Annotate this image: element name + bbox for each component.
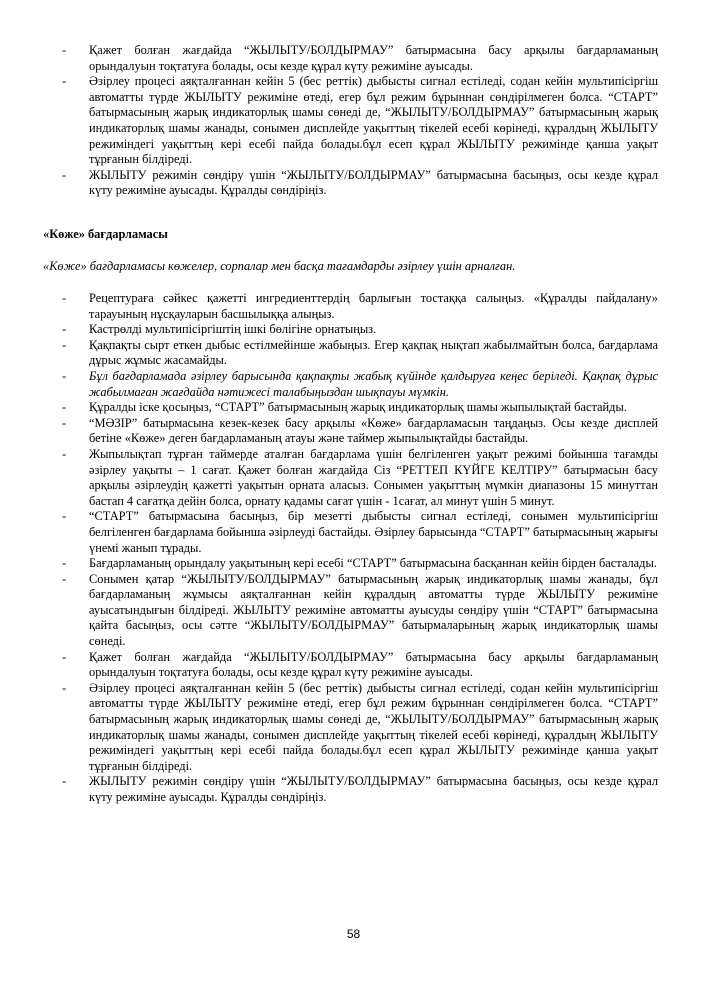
list-item [62,509,658,556]
bullet-dash: - [62,415,67,430]
list-item-text: Қақпақты сырт еткен дыбыс естілмейінше жабыңыз. Егер қақпақ нықтап жабылмайтын болса, бағдарлама дұрыс жұмыс жасамайды. [89,337,658,368]
bullet-dash: - [62,774,67,789]
top-list [62,43,658,199]
section-intro: «Көже» бағдарламасы көжелер, сорпалар мен басқа тағамдарды әзірлеу үшін арналған. [43,259,516,273]
bullet-dash: - [62,43,67,57]
bullet-dash: - [62,556,67,571]
list-item [62,338,658,369]
list-item [62,74,658,168]
list-item-text: Қажет болған жағдайда “ЖЫЛЫТУ/БОЛДЫРМАУ” батырмасына басу арқылы бағдарламаның орындалуын тоқтатуға болады, осы кезде құрал күту режиміне ауысады. [89,43,658,73]
bullet-dash: - [62,74,67,89]
list-item-text: Сонымен қатар “ЖЫЛЫТУ/БОЛДЫРМАУ” батырмасының жарық индикаторлық шамы жанады, бұл бағдарламаның жұмысы аяқталғаннан кейін құралдың автоматты түрде ЖЫЛЫТУ режиміне ауысатындығын білдіреді. ЖЫЛЫТУ режиміне автоматты ауысуды сөндіру үшін “СТАРТ” батырмасына қайта басыңыз, осы сәтте “ЖЫЛЫТУ/БОЛДЫРМАУ” батырмаларының жарық индикаторлық шамы сөнеді. [89,571,658,649]
bullet-dash: - [62,680,67,695]
list-item [62,43,658,74]
list-item-text: ЖЫЛЫТУ режимін сөндіру үшін “ЖЫЛЫТУ/БОЛДЫРМАУ” батырмасына басыңыз, осы кезде құрал күту режиміне ауысады. Құралды сөндіріңіз. [89,167,658,198]
list-item-text: Құралды іске қосыңыз, “СТАРТ” батырмасының жарық индикаторлық шамы жыпылықтай бастайды. [89,400,627,415]
list-item [62,572,658,650]
bullet-dash: - [62,167,67,182]
list-item-text: Қажет болған жағдайда “ЖЫЛЫТУ/БОЛДЫРМАУ” батырмасына басу арқылы бағдарламаның орындалуын тоқтатуға болады, осы кезде құрал күту режиміне ауысады. [89,649,658,680]
list-item [62,400,658,416]
list-item-text: Жыпылықтап тұрған таймерде аталған бағдарлама үшін белгіленген уақыт режимі бойынша тағамды әзірлеу уақыты – 1 сағат. Қажет болған жағдайда Сіз “РЕТТЕП КҮЙГЕ КЕЛТІРУ” батырмасын басу арқылы әзірлеудің қажетті уақытын орната аласыз. Сонымен уақыттың мүмкін диапазоны 15 минуттан бастап 4 сағатқа дейін болса, орнату қадамы сағат үшін - 1сағат, ал минут үшін 5 минут. [89,446,658,508]
list-item [62,774,658,805]
page-number: 58 [346,927,361,941]
bullet-dash: - [62,446,67,461]
bullet-dash: - [62,368,67,383]
list-item-text: Бұл бағдарламада әзірлеу барысында қақпақты жабық күйінде қалдыруға кеңес беріледі. Қақпақ дұрыс жабылмаған жағдайда нәтижесі талабыңыздан шықпауы мүмкін. [89,368,658,399]
list-item [62,291,658,322]
list-item-note [62,369,658,400]
list-item [62,556,658,572]
bullet-dash: - [62,291,67,305]
list-item-text: Әзірлеу процесі аяқталғаннан кейін 5 (бес реттік) дыбысты сигнал естіледі, содан кейін мультипісіргіш автоматты түрде ЖЫЛЫТУ режиміне өтеді, егер бұл режим бұрыннан сөндірілмеген болса. “СТАРТ” батырмасының жарық индикаторлық шамы сөнеді де, “ЖЫЛЫТУ/БОЛДЫРМАУ” батырмасының жарық индикаторлық шамы жанады, сонымен дисплейде уақыттың тікелей есебі көрінеді, құралдың ЖЫЛЫТУ режиміндегі уақыттың кері есебі пайда болады.бұл есеп құрал ЖЫЛЫТУ режимінде қанша уақыт тұрғанын білдіреді. [89,680,658,773]
list-item-text: Бағдарламаның орындалу уақытының кері есебі “СТАРТ” батырмасына басқаннан кейін бірден басталады. [89,556,657,571]
list-item [62,447,658,509]
list-item-text: “МӘЗІР” батырмасына кезек-кезек басу арқылы «Көже» бағдарламасын таңдаңыз. Осы кезде дисплей бетіне «Көже» деген бағдарламаның атауы және таймер жыпылықтайды бастайды. [89,415,658,446]
section-heading: «Көже» бағдарламасы [43,227,168,241]
bullet-dash: - [62,509,67,524]
bullet-dash: - [62,571,67,586]
section-list [62,291,658,806]
list-item-text: Кастрөлді мультипісіргіштің ішкі бөлігіне орнатыңыз. [89,322,377,337]
bullet-dash: - [62,649,67,664]
list-item [62,168,658,199]
list-item-text: Рецептураға сәйкес қажетті ингредиенттердің барлығын тостаққа салыңыз. «Құралды пайдалану» тарауының нұсқауларын басшылыққа алыңыз. [89,291,658,321]
list-item [62,416,658,447]
list-item [62,650,658,681]
bullet-dash: - [62,337,67,352]
list-item [62,322,658,338]
bullet-dash: - [62,322,67,337]
list-item-text: “СТАРТ” батырмасына басыңыз, бір мезетті дыбысты сигнал естіледі, сонымен мультипісіргіш белгіленген бағдарлама бойынша әзірлеуді бастайды. Әзірлеу барысында “СТАРТ” батырмасының жарығы үнемі жанып тұрады. [89,509,658,555]
list-item-text: ЖЫЛЫТУ режимін сөндіру үшін “ЖЫЛЫТУ/БОЛДЫРМАУ” батырмасына басыңыз, осы кезде құрал күту режиміне ауысады. Құралды сөндіріңіз. [89,774,658,804]
list-item [62,681,658,775]
list-item-text: Әзірлеу процесі аяқталғаннан кейін 5 (бес реттік) дыбысты сигнал естіледі, содан кейін мультипісіргіш автоматты түрде ЖЫЛЫТУ режиміне өтеді, егер бұл режим бұрыннан сөндірілмеген болса. “СТАРТ” батырмасының жарық индикаторлық шамы сөнеді де, “ЖЫЛЫТУ/БОЛДЫРМАУ” батырмасының жарық индикаторлық шамы жанады, сонымен дисплейде уақыттың тікелей есебі көрінеді, құралдың ЖЫЛЫТУ режиміндегі уақыттың кері есебі пайда болады.бұл есеп құрал ЖЫЛЫТУ режимінде қанша уақыт тұрғанын білдіреді. [89,74,658,167]
bullet-dash: - [62,400,67,415]
